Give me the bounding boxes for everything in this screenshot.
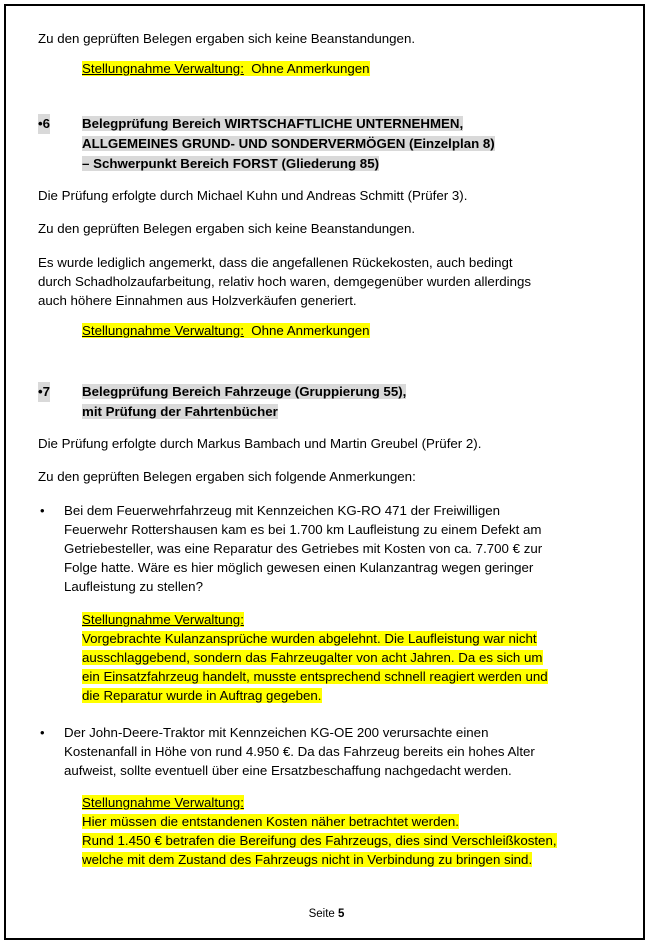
section-7-heading: [38, 382, 623, 424]
page-label: Seite: [308, 908, 338, 920]
paragraph-no-objections: Zu den geprüften Belegen ergaben sich keine Beanstandungen.: [38, 31, 416, 46]
paragraph-no-objections-6: Zu den geprüften Belegen ergaben sich keine Beanstandungen.: [38, 221, 416, 236]
section-6-heading: [38, 114, 623, 176]
statement-line: Hier müssen die entstandenen Kosten näher betrachtet werden.: [82, 814, 459, 829]
text-line: Laufleistung zu stellen?: [64, 579, 203, 594]
text-line: Kostenanfall in Höhe von rund 4.950 €. Da das Fahrzeug bereits ein hohes Alter: [64, 744, 535, 759]
statement-administration-2: [82, 321, 627, 340]
statement-line: ausschlaggebend, sondern das Fahrzeugalter von acht Jahren. Da es sich um: [82, 650, 543, 665]
text-line: Der John-Deere-Traktor mit Kennzeichen KG-OE 200 verursachte einen: [64, 725, 489, 740]
statement-label: Stellungnahme Verwaltung:: [82, 323, 244, 338]
text-line: Folge hatte. Wäre es hier möglich gewesen einen Kulanzantrag wegen geringer: [64, 560, 534, 575]
bullet-icon: •: [40, 503, 45, 518]
section-title-line: mit Prüfung der Fahrtenbücher: [82, 404, 278, 419]
statement-text: Ohne Anmerkungen: [243, 323, 370, 338]
statement-line: welche mit dem Zustand des Fahrzeugs nicht in Verbindung zu bringen sind.: [82, 852, 533, 867]
paragraph-examiners-7: Die Prüfung erfolgte durch Markus Bambach und Martin Greubel (Prüfer 2).: [38, 436, 482, 451]
text-line: Feuerwehr Rottershausen kam es bei 1.700 km Laufleistung zu einem Defekt am: [64, 522, 542, 537]
paragraph-examiners-6: Die Prüfung erfolgte durch Michael Kuhn und Andreas Schmitt (Prüfer 3).: [38, 188, 468, 203]
statement-line: die Reparatur wurde in Auftrag gegeben.: [82, 688, 322, 703]
text-line: durch Schadholzaufarbeitung, relativ hoch waren, demgegenüber wurden allerdings: [38, 274, 532, 289]
bullet-fire-truck: [64, 501, 624, 596]
section-title: [82, 114, 602, 174]
page-footer: [0, 908, 653, 920]
statement-label: Stellungnahme Verwaltung:: [82, 612, 244, 627]
section-number: •6: [38, 114, 50, 134]
text-line: Bei dem Feuerwehrfahrzeug mit Kennzeichen KG-RO 471 der Freiwilligen: [64, 503, 501, 518]
section-title-line: Belegprüfung Bereich Fahrzeuge (Gruppierung 55),: [82, 384, 407, 399]
section-title-line: ALLGEMEINES GRUND- UND SONDERVERMÖGEN (Einzelplan 8): [82, 136, 495, 151]
statement-line: ein Einsatzfahrzeug handelt, musste entsprechend schnell reagiert werden und: [82, 669, 548, 684]
statement-administration-3: [82, 610, 627, 705]
section-title-line: Belegprüfung Bereich WIRTSCHAFTLICHE UNTERNEHMEN,: [82, 116, 464, 131]
statement-line: Vorgebrachte Kulanzansprüche wurden abgelehnt. Die Laufleistung war nicht: [82, 631, 537, 646]
statement-administration-1: [82, 59, 627, 78]
statement-label: Stellungnahme Verwaltung:: [82, 61, 244, 76]
paragraph-remarks-intro: Zu den geprüften Belegen ergaben sich folgende Anmerkungen:: [38, 469, 416, 484]
statement-text: Ohne Anmerkungen: [243, 61, 370, 76]
page-number: 5: [338, 908, 345, 920]
text-line: aufweist, sollte eventuell über eine Ersatzbeschaffung nachgedacht werden.: [64, 763, 512, 778]
paragraph-remark-6: [38, 253, 623, 310]
bullet-icon: •: [40, 725, 45, 740]
section-title: [82, 382, 602, 422]
section-number: •7: [38, 382, 50, 402]
section-title-line: – Schwerpunkt Bereich FORST (Gliederung 85): [82, 156, 380, 171]
statement-line: Rund 1.450 € betrafen die Bereifung des Fahrzeugs, dies sind Verschleißkosten,: [82, 833, 557, 848]
statement-label: Stellungnahme Verwaltung:: [82, 795, 244, 810]
bullet-tractor: [64, 723, 624, 780]
text-line: Es wurde lediglich angemerkt, dass die angefallenen Rückekosten, auch bedingt: [38, 255, 513, 270]
text-line: Getriebesteller, was eine Reparatur des Getriebes mit Kosten von ca. 7.700 € zur: [64, 541, 543, 556]
statement-administration-4: [82, 793, 627, 869]
text-line: auch höhere Einnahmen aus Holzverkäufen generiert.: [38, 293, 357, 308]
